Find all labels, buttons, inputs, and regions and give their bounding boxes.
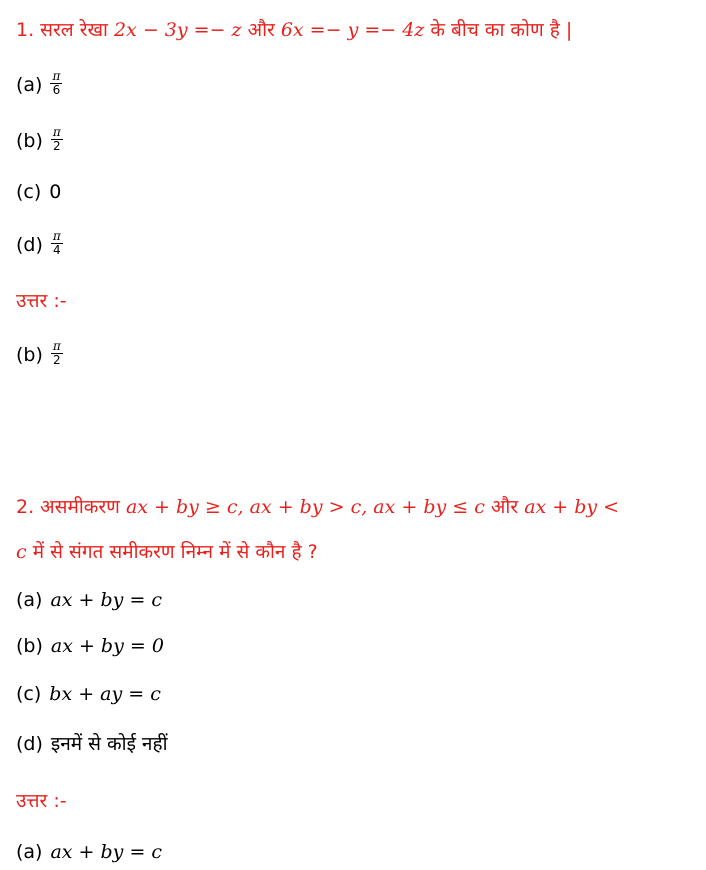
inequality-4-continued: c — [16, 541, 27, 563]
question-2-option-c — [16, 682, 161, 706]
question-2-text-line-2 — [16, 540, 318, 564]
fraction — [51, 126, 63, 153]
question-1-equation-2: 6x =− y =− 4z — [280, 19, 425, 41]
question-2-and: और — [484, 496, 525, 518]
option-label: (c) — [16, 683, 42, 705]
fraction — [51, 340, 63, 367]
option-label: (a) — [16, 589, 43, 611]
option-equation: ax + by = c — [50, 841, 163, 863]
question-1-equation-1: 2x − 3y =− z — [113, 19, 242, 41]
fraction-denominator: 6 — [52, 83, 61, 97]
option-equation: bx + ay = c — [49, 683, 161, 705]
option-value: 0 — [49, 181, 62, 203]
question-1-and: और — [241, 19, 281, 41]
inequality-3: ax + by ≤ c — [373, 496, 485, 518]
question-2-suffix: में से संगत समीकरण निम्न में से कौन है ? — [26, 541, 318, 563]
fraction-numerator: π — [52, 125, 61, 139]
fraction — [51, 230, 63, 257]
question-2-text-line-1 — [16, 495, 619, 519]
fraction-numerator: π — [52, 69, 61, 83]
question-1-option-c — [16, 180, 61, 204]
question-2-prefix: 2. असमीकरण — [16, 496, 126, 518]
inequality-4: ax + by < — [524, 496, 620, 518]
option-equation: ax + by = c — [50, 589, 163, 611]
inequality-2: ax + by > c, — [249, 496, 368, 518]
question-2-option-d — [16, 732, 168, 756]
option-equation: ax + by = 0 — [50, 635, 164, 657]
question-1-option-b — [16, 125, 63, 155]
option-label: (b) — [16, 344, 43, 366]
fraction-denominator: 4 — [53, 243, 61, 257]
question-1-option-d — [16, 229, 63, 259]
fraction-numerator: π — [52, 229, 61, 243]
option-text: इनमें से कोई नहीं — [50, 733, 168, 755]
question-1-answer-heading: उत्तर :- — [16, 290, 67, 312]
question-2-option-b — [16, 634, 164, 658]
option-label: (c) — [16, 181, 42, 203]
question-2-option-a — [16, 588, 162, 612]
option-label: (b) — [16, 635, 43, 657]
option-label: (a) — [16, 841, 43, 863]
option-label: (b) — [16, 130, 43, 152]
option-label: (d) — [16, 234, 43, 256]
fraction-denominator: 2 — [53, 139, 61, 153]
fraction-denominator: 2 — [53, 353, 61, 367]
question-1-prefix: 1. सरल रेखा — [16, 19, 114, 41]
question-1-text — [16, 18, 572, 42]
option-label: (a) — [16, 74, 43, 96]
question-1-suffix: के बीच का कोण है | — [424, 19, 573, 41]
inequality-1: ax + by ≥ c, — [125, 496, 244, 518]
fraction-numerator: π — [52, 339, 61, 353]
question-1-answer — [16, 339, 63, 369]
question-2-answer — [16, 840, 162, 864]
question-1-option-a — [16, 69, 62, 99]
option-label: (d) — [16, 733, 43, 755]
fraction — [50, 70, 62, 97]
question-2-answer-heading: उत्तर :- — [16, 790, 67, 812]
